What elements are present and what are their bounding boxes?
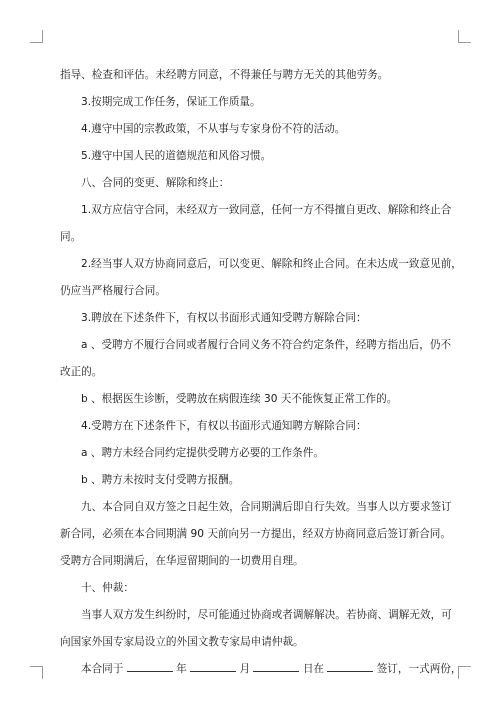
section-heading-10: 十、仲裁： [81,582,134,594]
paragraph-line: 改正的。 [60,366,103,378]
signing-day-label: 日在 [302,663,324,675]
paragraph-line: 受聘方合同期满后，在华逗留期间的一切费用自理。 [60,555,304,567]
section-heading-9: 九、本合同自双方签之日起生效，合同期满后即自行失效。当事人以方要求签订 [81,501,452,513]
day-blank [253,660,299,672]
paragraph-line: 向国家外国专家局设立的外国文教专家局申请仲裁。 [60,636,304,648]
signing-month-label: 月 [239,663,251,675]
paragraph-line: 5.遵守中国人民的道德规范和风俗习惯。 [81,150,272,162]
signing-prefix: 本合同于 [81,663,124,675]
paragraph-line: a 、聘方未经合同约定提供受聘方必要的工作条件。 [81,447,324,459]
paragraph-line: 2.经当事人双方协商同意后，可以变更、解除和终止合同。在未达成一致意见前， [81,258,462,270]
place-blank [327,660,373,672]
section-heading-8: 八、合同的变更、解除和终止： [81,177,230,189]
paragraph-line: 1.双方应信守合同，未经双方一致同意，任何一方不得擅自更改、解除和终止合 [81,204,452,216]
crop-mark-top-left [30,30,43,43]
paragraph-line: 仍应当严格履行合同。 [60,285,166,297]
crop-mark-top-right [458,30,471,43]
paragraph-line: 3.按期完成工作任务，保证工作质量。 [81,96,261,108]
signing-line [60,656,462,683]
signing-year-label: 年 [176,663,187,675]
signing-suffix: 签订，一式两份， [376,663,462,675]
paragraph-line: 同。 [60,231,82,243]
document-body [60,62,462,683]
paragraph-line: 当事人双方发生纠纷时，尽可能通过协商或者调解解决。若协商、调解无效，可 [81,609,452,621]
paragraph-line: b 、根据医生诊断，受聘放在病假连续 30 天不能恢复正常工作的。 [81,393,398,405]
paragraph-line: a 、受聘方不履行合同或者履行合同义务不符合约定条件，经聘方指出后，仍不 [81,339,452,351]
paragraph-line: 4.遵守中国的宗教政策，不从事与专家身份不符的活动。 [81,123,346,135]
month-blank [190,660,236,672]
year-blank [127,660,173,672]
paragraph-line: b 、聘方未按时支付受聘方报酬。 [81,474,240,486]
paragraph-line: 4.受聘方在下述条件下，有权以书面形式通知聘方解除合同： [81,420,367,432]
paragraph-line: 指导、检查和评估。未经聘方同意，不得兼任与聘方无关的其他劳务。 [60,69,389,81]
paragraph-line: 新合同，必须在本合同期满 90 天前向另一方提出，经双方协商同意后签订新合同。 [60,528,451,540]
crop-mark-bottom-left [30,666,43,679]
paragraph-line: 3.聘放在下述条件下，有权以书面形式通知受聘方解除合同： [81,312,367,324]
